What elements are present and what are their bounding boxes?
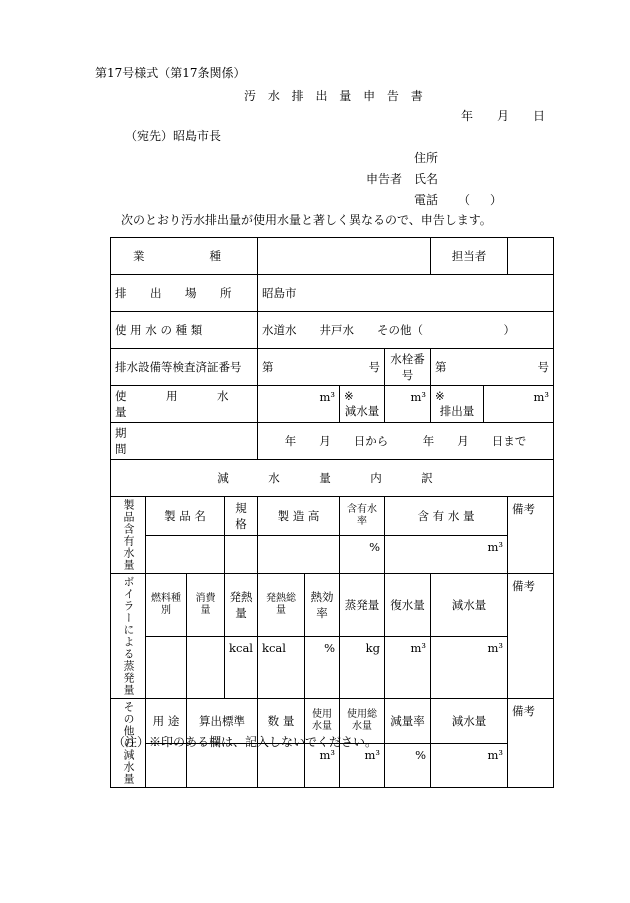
boiler-col-remarks: 備考 [508,574,554,699]
product-col-remarks: 備考 [508,497,554,574]
water-type-label: 使 用 水 の 種 類 [111,312,258,349]
date-month-label: 月 [497,109,510,123]
phone-label: 電話 [414,193,439,207]
product-standard-field[interactable] [225,535,258,574]
other-col-reduction: 減水量 [431,699,508,744]
boiler-efficiency-field[interactable]: % [305,636,340,699]
boiler-section-label: ボイラーによる蒸発量 [111,574,146,699]
phone-parens: （ ） [458,193,507,207]
page-title: 汚 水 排 出 量 申 告 書 [244,89,427,103]
address-label: 住所 [414,151,439,165]
boiler-total-heat-field[interactable]: kcal [258,636,305,699]
period-field[interactable]: 年 月 日から 年 月 日まで [258,423,554,460]
intro-text: 次のとおり汚水排出量が使用水量と著しく異なるので、申告します。 [121,213,492,227]
product-production-field[interactable] [258,535,340,574]
other-water-field[interactable]: m³ [305,743,340,788]
form-number: 第17号様式（第17条関係） [95,66,246,80]
date-year-label: 年 [461,109,474,123]
reduction-field: m³ [385,386,431,423]
other-col-use: 用 途 [146,699,187,744]
boiler-col-evaporation: 蒸発量 [340,574,385,637]
boiler-col-heat: 発熱量 [225,574,258,637]
other-col-quantity: 数 量 [258,699,305,744]
product-col-name: 製 品 名 [146,497,225,536]
product-col-standard: 規 格 [225,497,258,536]
other-section-label: その他の減水量 [111,699,146,788]
name-label: 氏名 [414,172,439,186]
boiler-col-return: 復水量 [385,574,431,637]
product-col-content: 含 有 水 量 [385,497,508,536]
product-section-label: 製品含有水量 [111,497,146,574]
boiler-col-fuel: 燃料種別 [146,574,187,637]
other-col-rate: 減量率 [385,699,431,744]
declaration-table [110,237,554,788]
staff-label: 担当者 [431,238,508,275]
boiler-col-consumption: 消費量 [187,574,225,637]
applicant-label: 申告者 [366,172,403,186]
staff-field[interactable] [508,238,554,275]
boiler-fuel-field[interactable] [146,636,187,699]
boiler-return-field[interactable]: m³ [385,636,431,699]
inspection-number-field[interactable]: 第 号 [258,349,385,386]
footnote: （注）※印のある欄は、記入しないでください。 [113,735,378,749]
other-col-basis: 算出標準 [187,699,258,744]
breakdown-title: 減 水 量 内 訳 [111,460,554,497]
date-day-label: 日 [533,109,546,123]
boiler-reduction-field[interactable]: m³ [431,636,508,699]
addressee: （宛先）昭島市長 [125,129,222,143]
boiler-col-reduction: 減水量 [431,574,508,637]
water-type-field[interactable]: 水道水 井戸水 その他（ ） [258,312,554,349]
boiler-consumption-field[interactable] [187,636,225,699]
faucet-label: 水栓番号 [385,349,431,386]
other-quantity-field[interactable] [258,743,305,788]
product-col-production: 製 造 高 [258,497,340,536]
industry-field[interactable] [258,238,431,275]
boiler-col-total-heat: 発熱総量 [258,574,305,637]
boiler-col-efficiency: 熱効率 [305,574,340,637]
other-col-total-water: 使用総水量 [340,699,385,744]
boiler-evaporation-field[interactable]: kg [340,636,385,699]
location-field[interactable]: 昭島市 [258,275,554,312]
usage-label: 使 用 水 量 [111,386,258,423]
other-use-field[interactable] [146,743,187,788]
inspection-label: 排水設備等検査済証番号 [111,349,258,386]
discharge-label-cell: ※ 排出量 [431,386,484,423]
product-content-field[interactable]: m³ [385,535,508,574]
other-basis-field[interactable] [187,743,258,788]
other-total-water-field[interactable]: m³ [340,743,385,788]
usage-field[interactable]: m³ [258,386,340,423]
other-col-water: 使用水量 [305,699,340,744]
industry-label: 業 種 [111,238,258,275]
period-label: 期 間 [111,423,258,460]
faucet-number-field[interactable]: 第 号 [431,349,554,386]
boiler-heat-field[interactable]: kcal [225,636,258,699]
location-label: 排 出 場 所 [111,275,258,312]
reduction-label-cell: ※ 減水量 [340,386,385,423]
product-col-rate: 含有水率 [340,497,385,536]
other-reduction-field[interactable]: m³ [431,743,508,788]
product-name-field[interactable] [146,535,225,574]
other-col-remarks: 備考 [508,699,554,788]
other-rate-field[interactable]: % [385,743,431,788]
discharge-field: m³ [484,386,554,423]
product-rate-field[interactable]: % [340,535,385,574]
